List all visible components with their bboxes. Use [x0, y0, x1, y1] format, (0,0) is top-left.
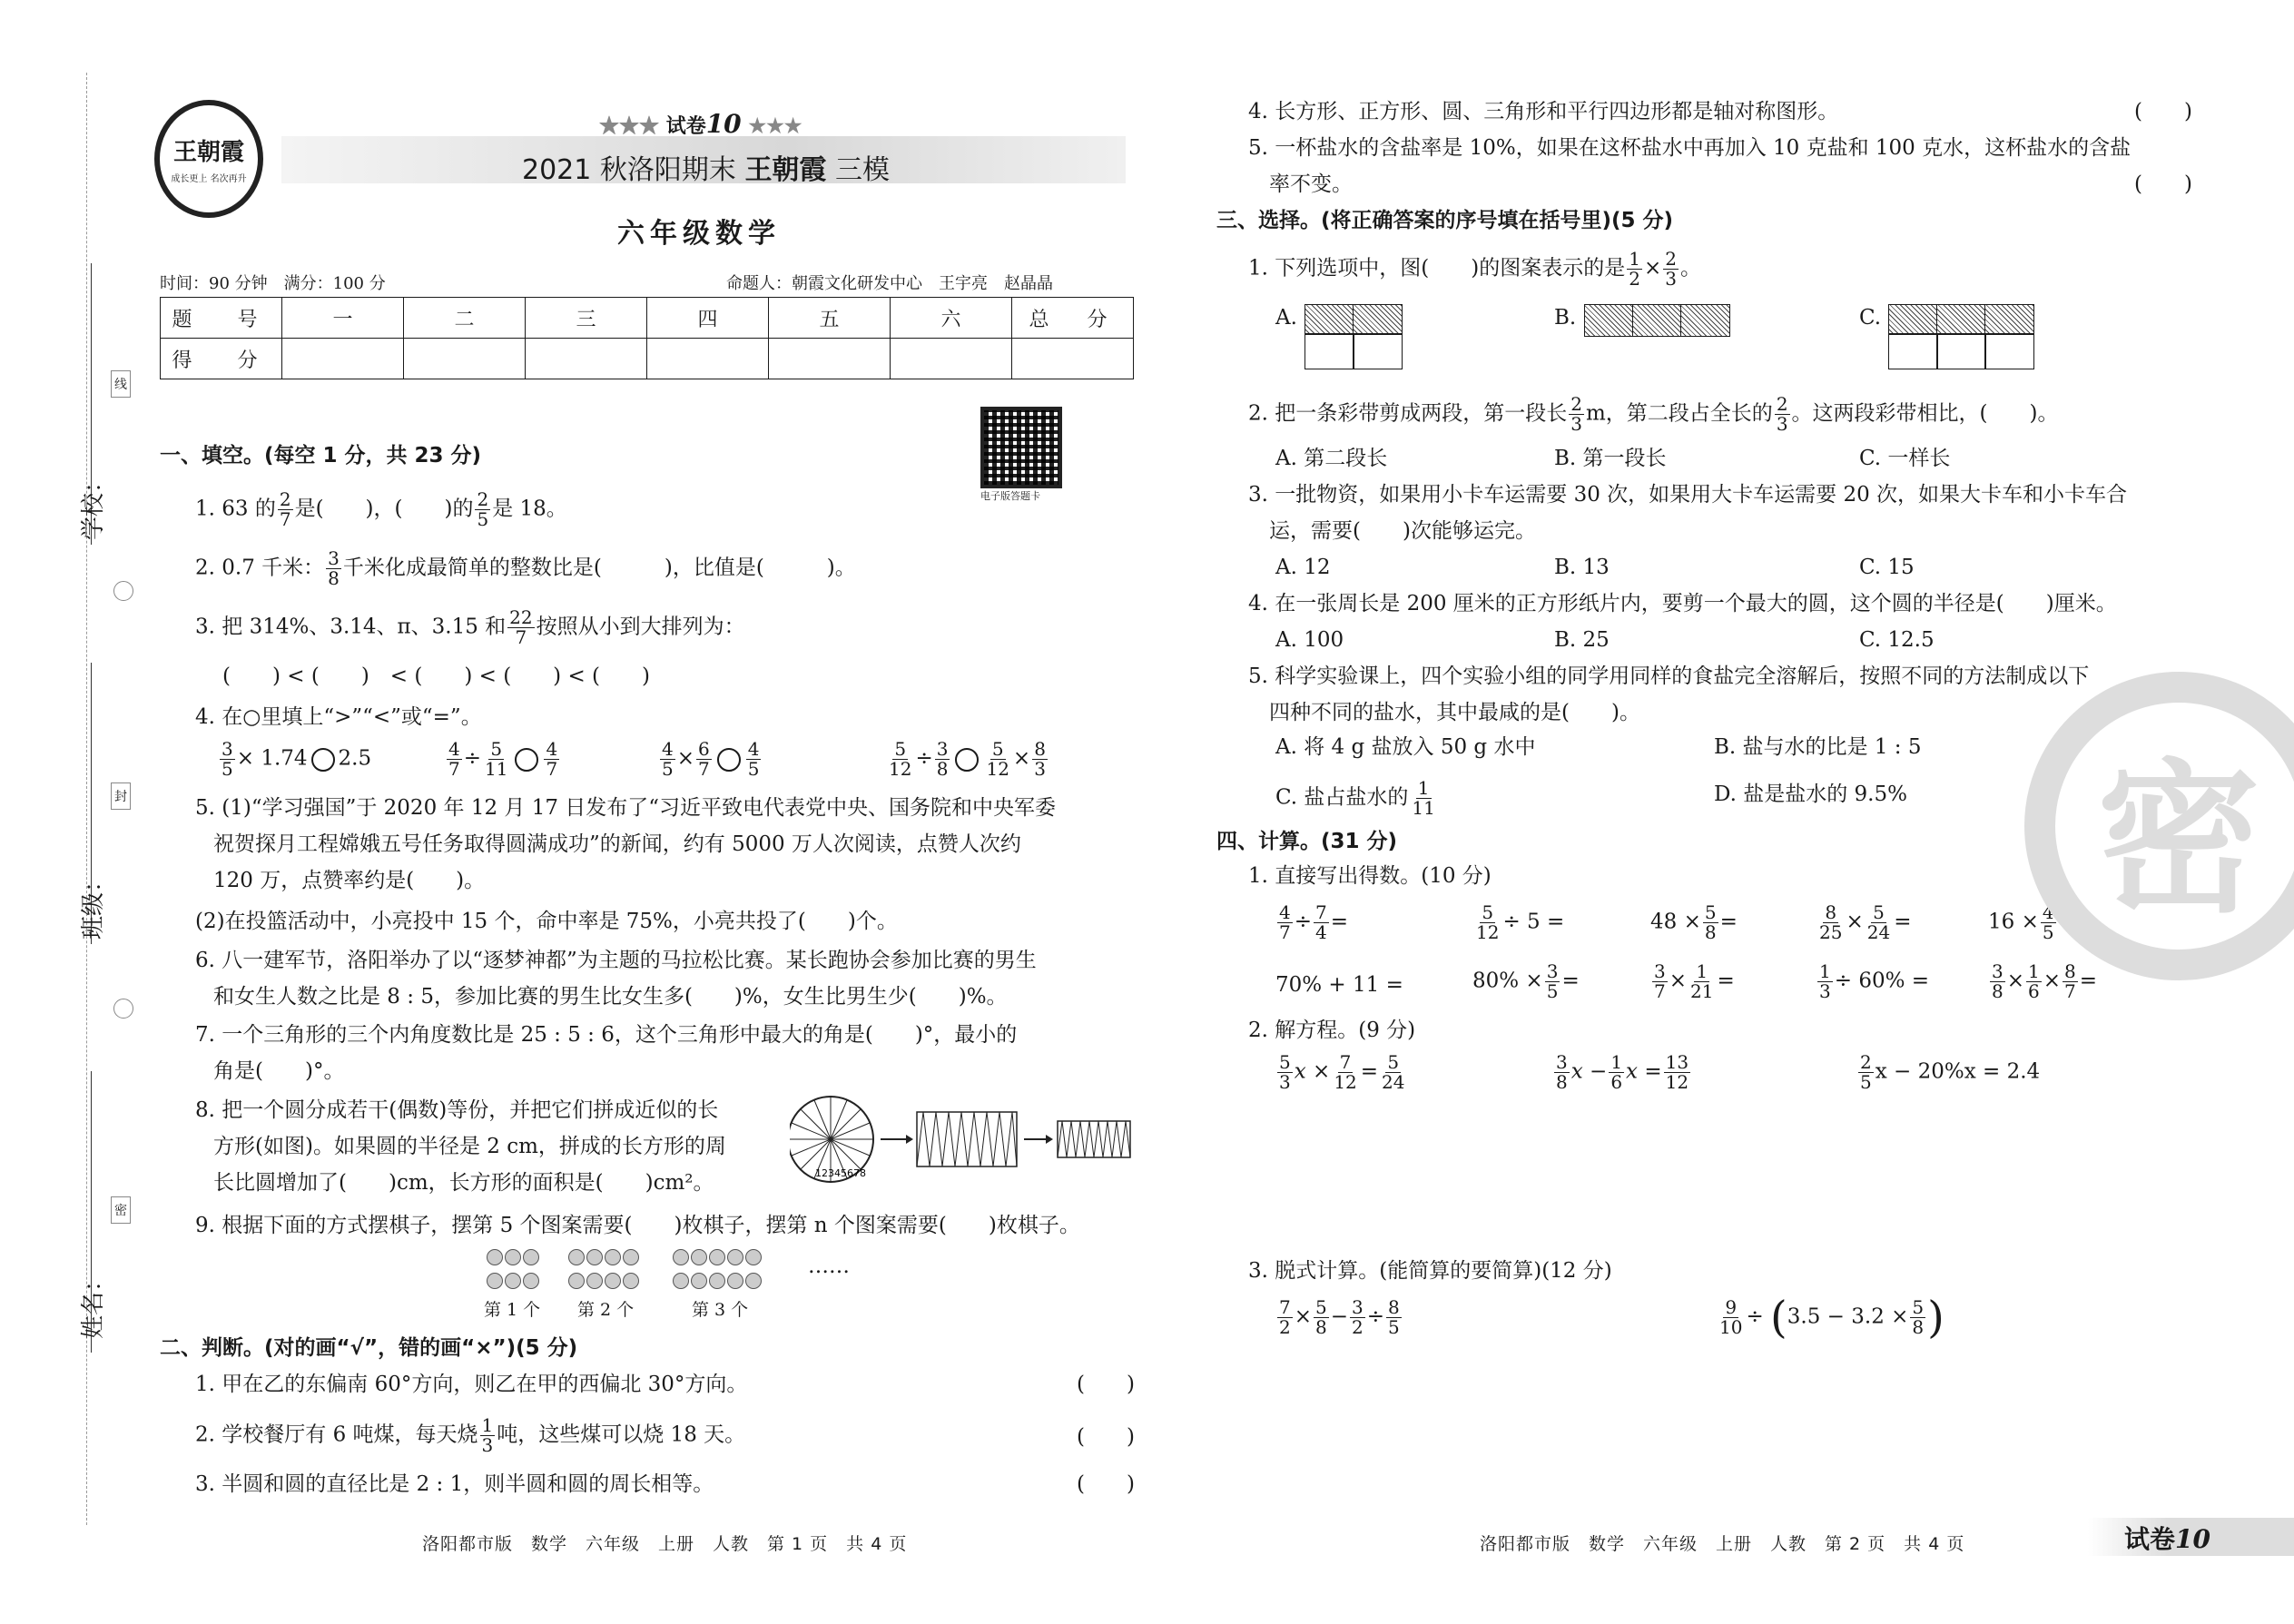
qr-caption: 电子版答题卡 — [980, 490, 1040, 502]
calc-4: $\frac{8}{25}$ × $\frac{5}{24}$ = — [1819, 901, 1912, 943]
s1-q4-expr3: $\frac{4}{5}$ × $\frac{6}{7}$ $\frac{4}{5}$ — [662, 738, 760, 780]
s1-q7-line1: 7. 一个三角形的三个内角度数比是 25 : 5 : 6，这个三角形中最大的角是( )°，最小的 — [195, 1023, 1018, 1047]
s1-q7-line2: 角是( )°。 — [213, 1059, 345, 1083]
binding-hole-icon — [113, 581, 133, 601]
svg-text:12345678: 12345678 — [815, 1167, 866, 1179]
s2-q2: 2. 学校餐厅有 6 吨煤，每天烧 $\frac{1}{3}$ 吨，这些煤可以烧 18 天。 ( ) — [195, 1414, 1135, 1456]
s1-q2: 2. 0.7 千米： $\frac{3}{8}$ 千米化成最简单的整数比是( )，比值是( )。 — [195, 547, 856, 589]
s3-q1: 1. 下列选项中，图( )的图案表示的是 $\frac{1}{2}$ × $\frac{2}{3}$ 。 — [1248, 248, 1701, 290]
exam-title: 2021 秋洛阳期末 王朝霞 三模 — [522, 154, 890, 186]
chess-pattern-2 — [567, 1248, 655, 1295]
binding-hole-icon — [113, 999, 133, 1019]
calc-9: $\frac{1}{3}$ ÷ 60% = — [1819, 960, 1930, 1002]
s3-q5-line2: 四种不同的盐水，其中最咸的是( )。 — [1269, 701, 1640, 724]
s1-q4-expr2: $\frac{4}{7}$ ÷ $\frac{5}{11}$ $\frac{4}{7}$ — [448, 738, 558, 780]
s3-q2: 2. 把一条彩带剪成两段，第一段长 $\frac{2}{3}$ m，第二段占全长的 $\frac{2}{3}$ 。这两段彩带相比，( )。 — [1248, 393, 2059, 435]
calc-6: 70% + 11 = — [1275, 973, 1403, 997]
s1-q9: 9. 根据下面的方式摆棋子，摆第 5 个图案需要( )枚棋子，摆第 n 个图案需要( )枚棋子。 — [195, 1214, 1080, 1237]
calc-3: 48 × $\frac{5}{8}$ = — [1650, 901, 1738, 943]
s3-q4: 4. 在一张周长是 200 厘米的正方形纸片内，要剪一个最大的圆，这个圆的半径是( )厘米。 — [1248, 592, 2117, 615]
s4-part1-title: 1. 直接写出得数。(10 分) — [1248, 864, 1492, 888]
s3-q1-opt-a-label[interactable]: A. — [1275, 306, 1297, 330]
compare-circle[interactable] — [717, 748, 741, 772]
compare-circle[interactable] — [311, 748, 335, 772]
equation-2: $\frac{3}{8}$ x − $\frac{1}{6}$ x = $\frac{13}{12}$ — [1556, 1051, 1689, 1093]
s1-q4-expr1: $\frac{3}{5}$ × 1.74 2.5 — [222, 738, 372, 780]
s3-q3-opt-a[interactable]: A. 12 — [1275, 556, 1331, 579]
calc-7: 80% × $\frac{3}{5}$ = — [1472, 960, 1580, 1002]
s3-q5-opt-b[interactable]: B. 盐与水的比是 1 : 5 — [1714, 735, 1922, 759]
footer-tag: 试卷10 — [2124, 1524, 2210, 1554]
s3-q4-opt-c[interactable]: C. 12.5 — [1859, 628, 1935, 652]
binding-mark-line: 线 — [111, 370, 131, 398]
step-calc-2: $\frac{9}{10}$ ÷ (3.5 − 3.2 × $\frac{5}{8}$ ) — [1719, 1292, 1944, 1343]
calc-5: 16 × $\frac{4}{5}$ = — [1988, 901, 2075, 943]
qr-code-icon[interactable] — [980, 407, 1062, 488]
section-4-title: 四、计算。(31 分) — [1216, 830, 1398, 853]
answer-paren[interactable]: ( ) — [1077, 1425, 1135, 1449]
calc-8: $\frac{3}{7}$ × $\frac{1}{21}$ = — [1654, 960, 1735, 1002]
s4-part2-title: 2. 解方程。(9 分) — [1248, 1019, 1416, 1042]
binding-mark-secret: 密 — [111, 1196, 131, 1224]
s3-q3-line2: 运，需要( )次能够运完。 — [1269, 519, 1536, 543]
s1-q5-line2: 祝贺探月工程嫦娥五号任务取得圆满成功”的新闻，约有 5000 万人次阅读，点赞人次约 — [213, 832, 1021, 856]
s3-q3-line1: 3. 一批物资，如果用小卡车运需要 30 次，如果用大卡车运需要 20 次，如果大卡车和小卡车合 — [1248, 483, 2128, 507]
score-table-score-row: 得 分 — [161, 339, 1134, 379]
calc-2: $\frac{5}{12}$ ÷ 5 = — [1476, 901, 1565, 943]
footer-left: 洛阳都市版 数学 六年级 上册 人教 第 1 页 共 4 页 — [422, 1534, 908, 1554]
s3-q2-opt-b[interactable]: B. 第一段长 — [1554, 447, 1667, 470]
calc-1: $\frac{4}{7}$ ÷ $\frac{7}{4}$ = — [1279, 901, 1349, 943]
section-3-title: 三、选择。(将正确答案的序号填在括号里)(5 分) — [1216, 209, 1674, 232]
s1-q4-expr4: $\frac{5}{12}$ ÷ $\frac{3}{8}$ $\frac{5}{12}$ × $\frac{8}{3}$ — [889, 738, 1046, 780]
chess-label-2: 第 2 个 — [577, 1300, 635, 1320]
s1-q4: 4. 在○里填上“>”“<”或“=”。 — [195, 705, 482, 729]
chess-ellipsis: …… — [808, 1255, 850, 1278]
s2-q4: 4. 长方形、正方形、圆、三角形和平行四边形都是轴对称图形。 ( ) — [1248, 100, 2192, 123]
circle-to-rectangle-figure — [790, 1089, 1135, 1189]
series-title: ★★★ 试卷10 ★★★ — [599, 109, 802, 139]
chess-label-3: 第 3 个 — [692, 1300, 749, 1320]
s1-q5-line1: 5. (1)“学习强国”于 2020 年 12 月 17 日发布了“习近平致电代表党中央、国务院和中央军委 — [195, 796, 1057, 820]
s1-q1: 1. 63 的 $\frac{2}{7}$ 是( )，( )的 $\frac{2}{5}$ 是 18。 — [195, 488, 567, 530]
s3-q4-opt-b[interactable]: B. 25 — [1554, 628, 1610, 652]
answer-paren[interactable]: ( ) — [1077, 1472, 1135, 1496]
section-1-title: 一、填空。(每空 1 分，共 23 分) — [160, 444, 482, 468]
footer-right: 洛阳都市版 数学 六年级 上册 人教 第 2 页 共 4 页 — [1480, 1534, 1965, 1554]
s4-part3-title: 3. 脱式计算。(能简算的要简算)(12 分) — [1248, 1259, 1612, 1283]
step-calc-1: $\frac{7}{2}$ × $\frac{5}{8}$ − $\frac{3}{2}$ ÷ $\frac{8}{5}$ — [1279, 1296, 1400, 1338]
s1-q5-line3: 120 万，点赞率约是( )。 — [213, 869, 486, 892]
score-table-header-row: 题 号 一 二 三 四 五 六 总 分 — [161, 298, 1134, 339]
s2-q5-line1: 5. 一杯盐水的含盐率是 10%，如果在这杯盐水中再加入 10 克盐和 100 克水，这杯盐水的含盐 — [1248, 136, 2132, 160]
chess-pattern-1 — [486, 1248, 551, 1295]
s1-q8-line3: 长比圆增加了( )cm，长方形的面积是( )cm²。 — [213, 1171, 714, 1195]
s3-q1-opt-b-label[interactable]: B. — [1554, 306, 1577, 330]
s3-q4-opt-a[interactable]: A. 100 — [1275, 628, 1344, 652]
compare-circle[interactable] — [515, 748, 538, 772]
name-label: 姓名： — [80, 1267, 107, 1339]
class-label: 班级： — [80, 868, 107, 940]
answer-paren[interactable]: ( ) — [2134, 100, 2192, 123]
s1-q3: 3. 把 314%、3.14、π、3.15 和 $\frac{22}{7}$ 按照从小到大排列为： — [195, 606, 745, 648]
score-table — [160, 297, 1134, 379]
s1-q6-line2: 和女生人数之比是 8 : 5，参加比赛的男生比女生多( )%，女生比男生少( )%。 — [213, 985, 1008, 1009]
s3-q5-opt-c[interactable]: C. 盐占盐水的 $\frac{1}{11}$ — [1275, 777, 1435, 819]
s3-q3-opt-b[interactable]: B. 13 — [1554, 556, 1610, 579]
chess-label-1: 第 1 个 — [484, 1300, 541, 1320]
brand-logo: 王朝霞 成长更上 名次再升 — [154, 100, 263, 218]
s3-q3-opt-c[interactable]: C. 15 — [1859, 556, 1915, 579]
calc-10: $\frac{3}{8}$ × $\frac{1}{6}$ × $\frac{8}{7}$ = — [1992, 960, 2098, 1002]
chess-pattern-3 — [672, 1248, 781, 1295]
answer-paren[interactable]: ( ) — [1077, 1373, 1135, 1396]
equation-1: $\frac{5}{3}$ x × $\frac{7}{12}$ = $\frac{5}{24}$ — [1279, 1051, 1405, 1093]
s3-q2-opt-c[interactable]: C. 一样长 — [1859, 447, 1951, 470]
s1-q6-line1: 6. 八一建军节，洛阳举办了以“逐梦神都”为主题的马拉松比赛。某长跑协会参加比赛的男生 — [195, 949, 1037, 972]
s3-q1-opt-c-label[interactable]: C. — [1859, 306, 1882, 330]
s1-q5-part2: (2)在投篮活动中，小亮投中 15 个，命中率是 75%，小亮共投了( )个。 — [195, 910, 898, 933]
compare-circle[interactable] — [955, 748, 979, 772]
s3-q5-opt-d[interactable]: D. 盐是盐水的 9.5% — [1714, 782, 1907, 806]
equation-3: $\frac{2}{5}$ x − 20%x = 2.4 — [1860, 1051, 2041, 1093]
s3-q5-opt-a[interactable]: A. 将 4 g 盐放入 50 g 水中 — [1275, 735, 1536, 759]
answer-paren[interactable]: ( ) — [2134, 172, 2192, 196]
exam-time: 时间：90 分钟 满分：100 分 — [160, 274, 386, 293]
s2-q3: 3. 半圆和圆的直径比是 2 : 1，则半圆和圆的周长相等。 ( ) — [195, 1472, 1135, 1496]
s3-q5-line1: 5. 科学实验课上，四个实验小组的同学用同样的食盐完全溶解后，按照不同的方法制成以下 — [1248, 664, 2090, 688]
s1-q8-line2: 方形(如图)。如果圆的半径是 2 cm，拼成的长方形的周 — [213, 1135, 726, 1158]
s3-q2-opt-a[interactable]: A. 第二段长 — [1275, 447, 1388, 470]
secret-watermark: 密 — [2024, 672, 2294, 980]
exam-authors: 命题人：朝霞文化研发中心 王宇亮 赵晶晶 — [726, 274, 1053, 293]
s1-q3-blanks[interactable]: ( ) < ( ) < ( ) < ( ) < ( ) — [222, 664, 650, 688]
school-label: 学校： — [80, 468, 107, 540]
subject-title: 六年级数学 — [617, 218, 781, 250]
section-2-title: 二、判断。(对的画“√”，错的画“×”)(5 分) — [160, 1336, 578, 1360]
s1-q8-line1: 8. 把一个圆分成若干(偶数)等份，并把它们拼成近似的长 — [195, 1098, 719, 1122]
s2-q5-line2: 率不变。 ( ) — [1269, 172, 2192, 196]
s2-q1: 1. 甲在乙的东偏南 60°方向，则乙在甲的西偏北 30°方向。 ( ) — [195, 1373, 1135, 1396]
binding-mark-seal: 封 — [111, 782, 131, 810]
